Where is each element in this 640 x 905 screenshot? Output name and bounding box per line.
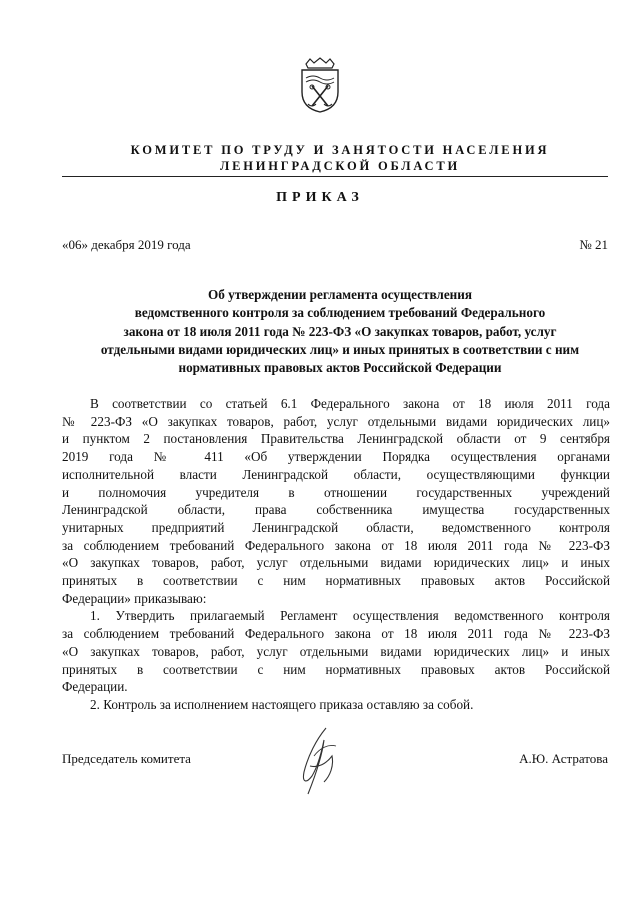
order-title: [70, 286, 610, 377]
body-line: и полномочия учредителя в отношении государственных учреждений: [62, 484, 610, 500]
body-line: «О закупках товаров, работ, услуг отдельными видами юридических лиц» и иных: [62, 555, 610, 571]
body-line: Ленинградской области, права собственника имущества государственных: [62, 502, 610, 518]
order-title-line: ведомственного контроля за соблюдением требований Федерального: [134, 305, 546, 321]
body-line: 2. Контроль за исполнением настоящего приказа оставляю за собой.: [90, 696, 474, 712]
order-number: № 21: [579, 237, 608, 252]
body-line: принятых в соответствии с ним нормативных правовых актов Российской: [62, 661, 610, 677]
body-line: за соблюдением требований Федерального закона от 18 июля 2011 года № 223-ФЗ: [62, 537, 610, 553]
order-date: «06» декабря 2019 года: [62, 237, 191, 252]
body-line: «О закупках товаров, работ, услуг отдельными видами юридических лиц» и иных: [62, 643, 610, 659]
handwritten-signature: [296, 726, 342, 800]
signatory-name: А.Ю. Астратова: [519, 751, 608, 766]
order-title-line: отдельными видами юридических лиц» и иных принятых в соответствии с ним: [100, 341, 580, 357]
coat-of-arms-icon: [298, 56, 342, 114]
body-line: 1. Утвердить прилагаемый Регламент осуществления ведомственного контроля: [90, 608, 610, 624]
body-line: № 223-ФЗ «О закупках товаров, работ, услуг отдельными видами юридических лиц»: [62, 413, 610, 429]
header-divider: [62, 176, 608, 177]
body-line: за соблюдением требований Федерального закона от 18 июля 2011 года № 223-ФЗ: [62, 626, 610, 642]
document-type-title: ПРИКАЗ: [276, 190, 364, 205]
organization-name-line-2: ЛЕНИНГРАДСКОЙ ОБЛАСТИ: [219, 159, 461, 173]
order-title-line: закона от 18 июля 2011 года № 223-ФЗ «О закупках товаров, работ, услуг: [123, 323, 557, 339]
signatory-role: Председатель комитета: [62, 751, 191, 766]
body-line: Федерации» приказываю:: [62, 590, 207, 606]
organization-name-line-1: КОМИТЕТ ПО ТРУДУ И ЗАНЯТОСТИ НАСЕЛЕНИЯ: [130, 143, 550, 157]
body-line: принятых в соответствии с ним нормативных правовых актов Российской: [62, 573, 610, 589]
order-title-line: нормативных правовых актов Российской Федерации: [178, 360, 502, 376]
body-line: исполнительной власти Ленинградской области, осуществляющими функции: [62, 466, 610, 482]
body-line: унитарных предприятий Ленинградской области, ведомственного контроля: [62, 519, 610, 535]
body-line: В соответствии со статьей 6.1 Федерального закона от 18 июля 2011 года: [90, 396, 610, 411]
order-title-line: Об утверждении регламента осуществления: [207, 287, 473, 302]
order-body: [62, 395, 610, 714]
body-line: и пунктом 2 постановления Правительства Ленинградской области от 9 сентября: [62, 431, 610, 447]
body-line: Федерации.: [62, 679, 128, 695]
body-line: 2019 года № 411 «Об утверждении Порядка осуществления органами: [62, 449, 610, 465]
